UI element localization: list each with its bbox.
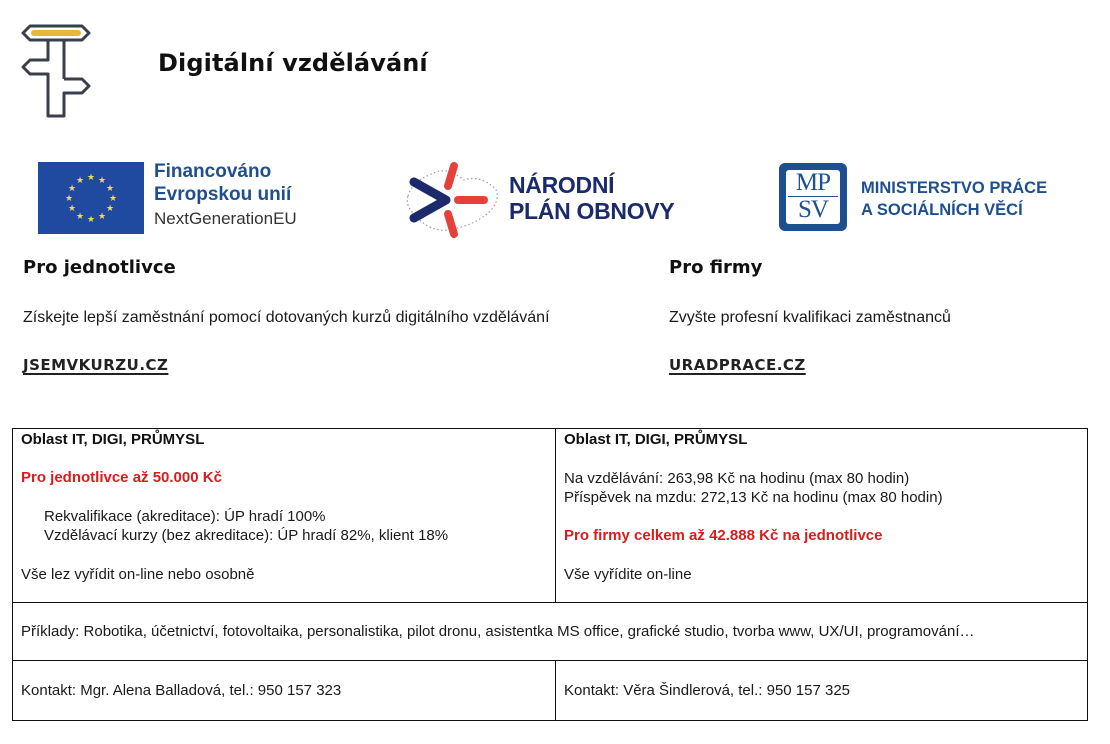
mpsv-logo: [779, 161, 1079, 235]
svg-text:★: ★: [86, 173, 96, 183]
npo-logo: [402, 158, 702, 242]
info-table: [12, 428, 1088, 721]
npo-text-line1: NÁRODNÍ: [509, 172, 615, 198]
cell-heading: Oblast IT, DIGI, PRŮMYSL: [21, 431, 205, 448]
signpost-icon: [20, 20, 92, 120]
svg-text:★: ★: [75, 212, 85, 222]
signpost-logo: [20, 20, 92, 120]
svg-text:★: ★: [67, 204, 77, 214]
mpsv-text-line2: A SOCIÁLNÍCH VĚCÍ: [861, 201, 1023, 219]
companies-cell: [556, 429, 1088, 603]
mpsv-text-line1: MINISTERSTVO PRÁCE: [861, 179, 1048, 197]
page-title: Digitální vzdělávání: [158, 49, 428, 77]
table-row: [13, 429, 1088, 603]
svg-text:★: ★: [105, 184, 115, 194]
table-row: [13, 661, 1088, 721]
companies-max-amount: Pro firmy celkem až 42.888 Kč na jednotlivce: [564, 527, 883, 544]
svg-text:★: ★: [105, 204, 115, 214]
individuals-max-amount: Pro jednotlivce až 50.000 Kč: [21, 469, 222, 486]
eu-flag-icon: [38, 162, 144, 234]
mpsv-mark-icon: [779, 163, 847, 231]
npo-mark-icon: [402, 158, 502, 242]
education-rate-line: Na vzdělávání: 263,98 Kč na hodinu (max 80 hodin): [564, 470, 910, 487]
companies-heading: Pro firmy: [669, 257, 763, 278]
cell-heading: Oblast IT, DIGI, PRŮMYSL: [564, 431, 748, 448]
eu-text-line1: Financováno: [154, 161, 272, 182]
table-row: [13, 603, 1088, 661]
individuals-cell: [13, 429, 556, 603]
jsemvkurzu-link[interactable]: JSEMVKURZU.CZ: [23, 356, 169, 374]
svg-text:★: ★: [86, 215, 96, 225]
svg-text:★: ★: [108, 194, 118, 204]
companies-text: Zvyšte profesní kvalifikaci zaměstnanců: [669, 309, 951, 326]
mpsv-mark-bottom: SV: [798, 196, 828, 223]
svg-text:★: ★: [97, 176, 107, 186]
examples-cell: Příklady: Robotika, účetnictví, fotovoltaika, personalistika, pilot dronu, asistentka MS office, grafické studio, tvorba www, UX/UI, programování…: [13, 603, 1088, 661]
eu-text-line3: NextGenerationEU: [154, 209, 297, 228]
individuals-text: Získejte lepší zaměstnání pomocí dotovaných kurzů digitálního vzdělávání: [23, 309, 550, 326]
svg-text:★: ★: [75, 176, 85, 186]
mpsv-mark-top: MP: [788, 170, 838, 197]
requalification-line: Rekvalifikace (akreditace): ÚP hradí 100%: [44, 508, 326, 525]
svg-text:★: ★: [67, 184, 77, 194]
contact-right-cell: Kontakt: Věra Šindlerová, tel.: 950 157 325: [556, 661, 1088, 721]
svg-text:★: ★: [64, 194, 74, 204]
svg-text:★: ★: [97, 212, 107, 222]
contact-left-cell: Kontakt: Mgr. Alena Balladová, tel.: 950 157 323: [13, 661, 556, 721]
courses-line: Vzdělávací kurzy (bez akreditace): ÚP hradí 82%, klient 18%: [44, 527, 449, 544]
individuals-heading: Pro jednotlivce: [23, 257, 176, 278]
eu-text-line2: Evropskou unií: [154, 184, 292, 205]
eu-funding-logo: [38, 160, 318, 238]
wage-contribution-line: Příspěvek na mzdu: 272,13 Kč na hodinu (max 80 hodin): [564, 489, 943, 506]
uradprace-link[interactable]: URADPRACE.CZ: [669, 356, 806, 374]
individuals-footer: Vše lez vyřídit on-line nebo osobně: [21, 566, 255, 583]
companies-footer: Vše vyřídite on-line: [564, 566, 692, 583]
npo-text-line2: PLÁN OBNOVY: [509, 198, 675, 224]
